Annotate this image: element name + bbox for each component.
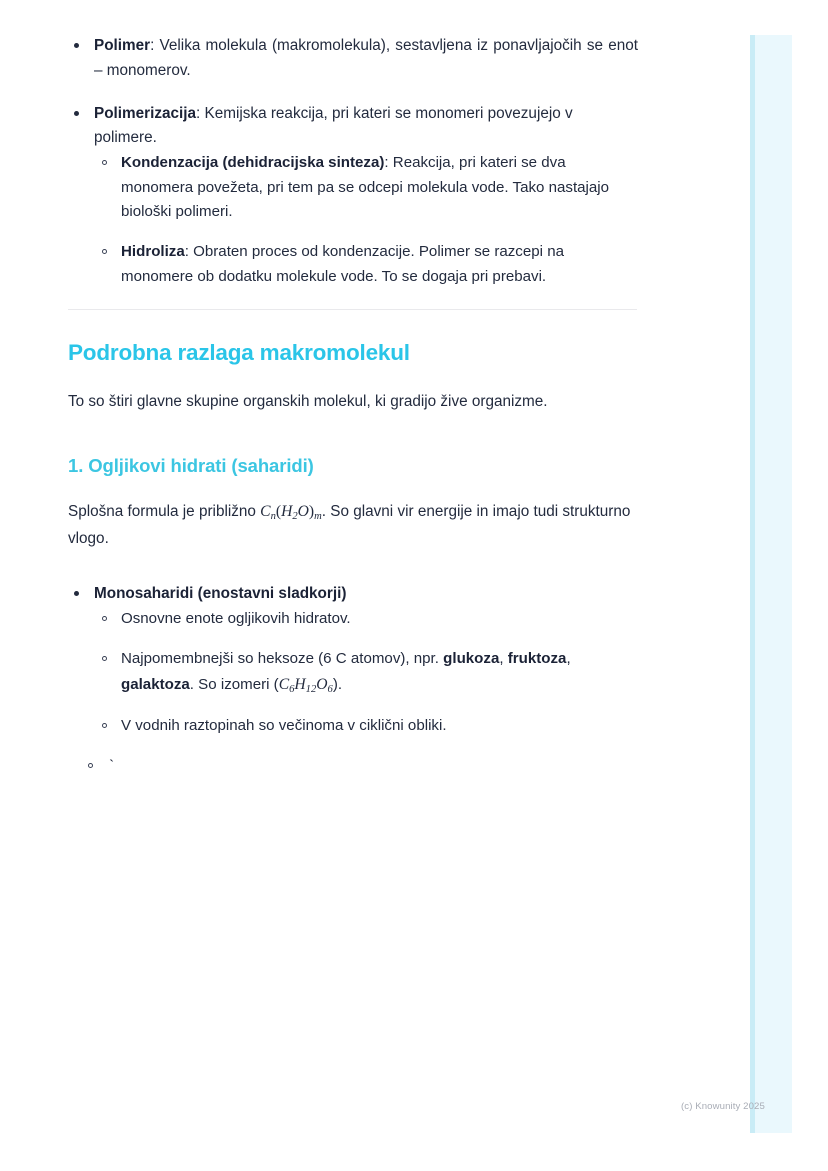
fact-text-pre: Najpomembnejši so heksoze (6 C atomov), npr. <box>121 650 444 668</box>
term-separator: : <box>150 37 155 54</box>
separator: , <box>566 650 571 668</box>
list-item <box>80 754 638 779</box>
monosaccharides-list <box>68 582 638 780</box>
monosaccharide-facts-list <box>94 607 638 780</box>
list-item <box>94 151 638 224</box>
formula-sub-6: 6 <box>289 683 295 695</box>
formula-sub-m: m <box>314 510 322 522</box>
formula-sub-2: 2 <box>292 510 298 522</box>
sugar-glukoza: glukoza <box>443 650 500 668</box>
formula-sub-n: n <box>270 510 276 522</box>
stray-backtick-text: ` <box>107 758 117 776</box>
fact-text: Osnovne enote ogljikovih hidratov. <box>121 609 351 627</box>
definition-text: Kemijska reakcija, pri kateri se monomeri povezujejo v polimere. <box>94 104 573 147</box>
definitions-list <box>68 34 638 289</box>
formula-element-o: O <box>316 675 328 693</box>
right-band-edge-line <box>750 35 755 1133</box>
formula-paren-close: ) <box>308 502 315 520</box>
term-separator: : <box>196 104 201 122</box>
list-item <box>68 582 638 780</box>
sub-definitions-list <box>94 151 638 289</box>
formula-element-h: H <box>281 502 293 520</box>
separator: , <box>499 650 508 668</box>
list-item <box>94 240 638 289</box>
formula-sub-6: 6 <box>327 683 333 695</box>
list-item <box>68 102 638 290</box>
section-divider <box>68 309 637 310</box>
sugar-fruktoza: fruktoza <box>507 650 567 668</box>
carbohydrate-paragraph <box>68 499 638 553</box>
term-separator: : <box>384 154 389 172</box>
term-polimerizacija: Polimerizacija <box>94 104 197 122</box>
term-separator: : <box>184 243 189 261</box>
copyright-footer: (c) Knowunity 2025 <box>681 1101 765 1112</box>
fact-text-post: . So izomeri ( <box>189 675 279 693</box>
fact-text-tail: ). <box>332 675 343 693</box>
term-hidroliza: Hidroliza <box>121 243 185 261</box>
intro-paragraph: To so štiri glavne skupine organskih molekul, ki gradijo žive organizme. <box>68 393 548 411</box>
term-polimer: Polimer <box>94 37 151 54</box>
term-monosaharidi: Monosaharidi (enostavni sladkorji) <box>94 585 347 603</box>
formula-element-o: O <box>297 502 309 520</box>
fact-text: V vodnih raztopinah so večinoma v ciklični obliki. <box>121 717 447 734</box>
right-decorative-band <box>750 35 792 1133</box>
document-content <box>68 34 638 798</box>
sugar-galaktoza: galaktoza <box>121 675 190 693</box>
formula-element-h: H <box>294 675 306 693</box>
paragraph-text-after: . So glavni vir energije in imajo tudi strukturno vlogo. <box>68 502 631 547</box>
formula-carbohydrate <box>260 503 322 520</box>
formula-glucose <box>279 676 333 693</box>
list-item <box>68 34 638 84</box>
definition-text: Velika molekula (makromolekula), sestavljena iz ponavljajočih se enot – monomerov. <box>94 37 638 79</box>
formula-sub-12: 12 <box>305 683 317 695</box>
definition-text: Obraten proces od kondenzacije. Polimer se razcepi na monomere ob dodatku molekule vode. To se dogaja pri prebavi. <box>121 243 564 285</box>
page-title: Podrobna razlaga makromolekul <box>68 340 410 366</box>
formula-element-c: C <box>260 502 271 520</box>
list-item <box>94 607 638 631</box>
formula-paren-open: ( <box>275 502 282 520</box>
formula-element-c: C <box>278 675 290 693</box>
definition-text: Reakcija, pri kateri se dva monomera povežeta, pri tem pa se odcepi molekula vode. Tako nastajajo biološki polimeri. <box>121 154 610 220</box>
term-kondenzacija: Kondenzacija (dehidracijska sinteza) <box>121 154 385 172</box>
subsection-title: 1. Ogljikovi hidrati (saharidi) <box>68 454 314 476</box>
list-item <box>94 714 638 738</box>
paragraph-text-before: Splošna formula je približno <box>68 502 261 520</box>
list-item <box>94 647 638 698</box>
